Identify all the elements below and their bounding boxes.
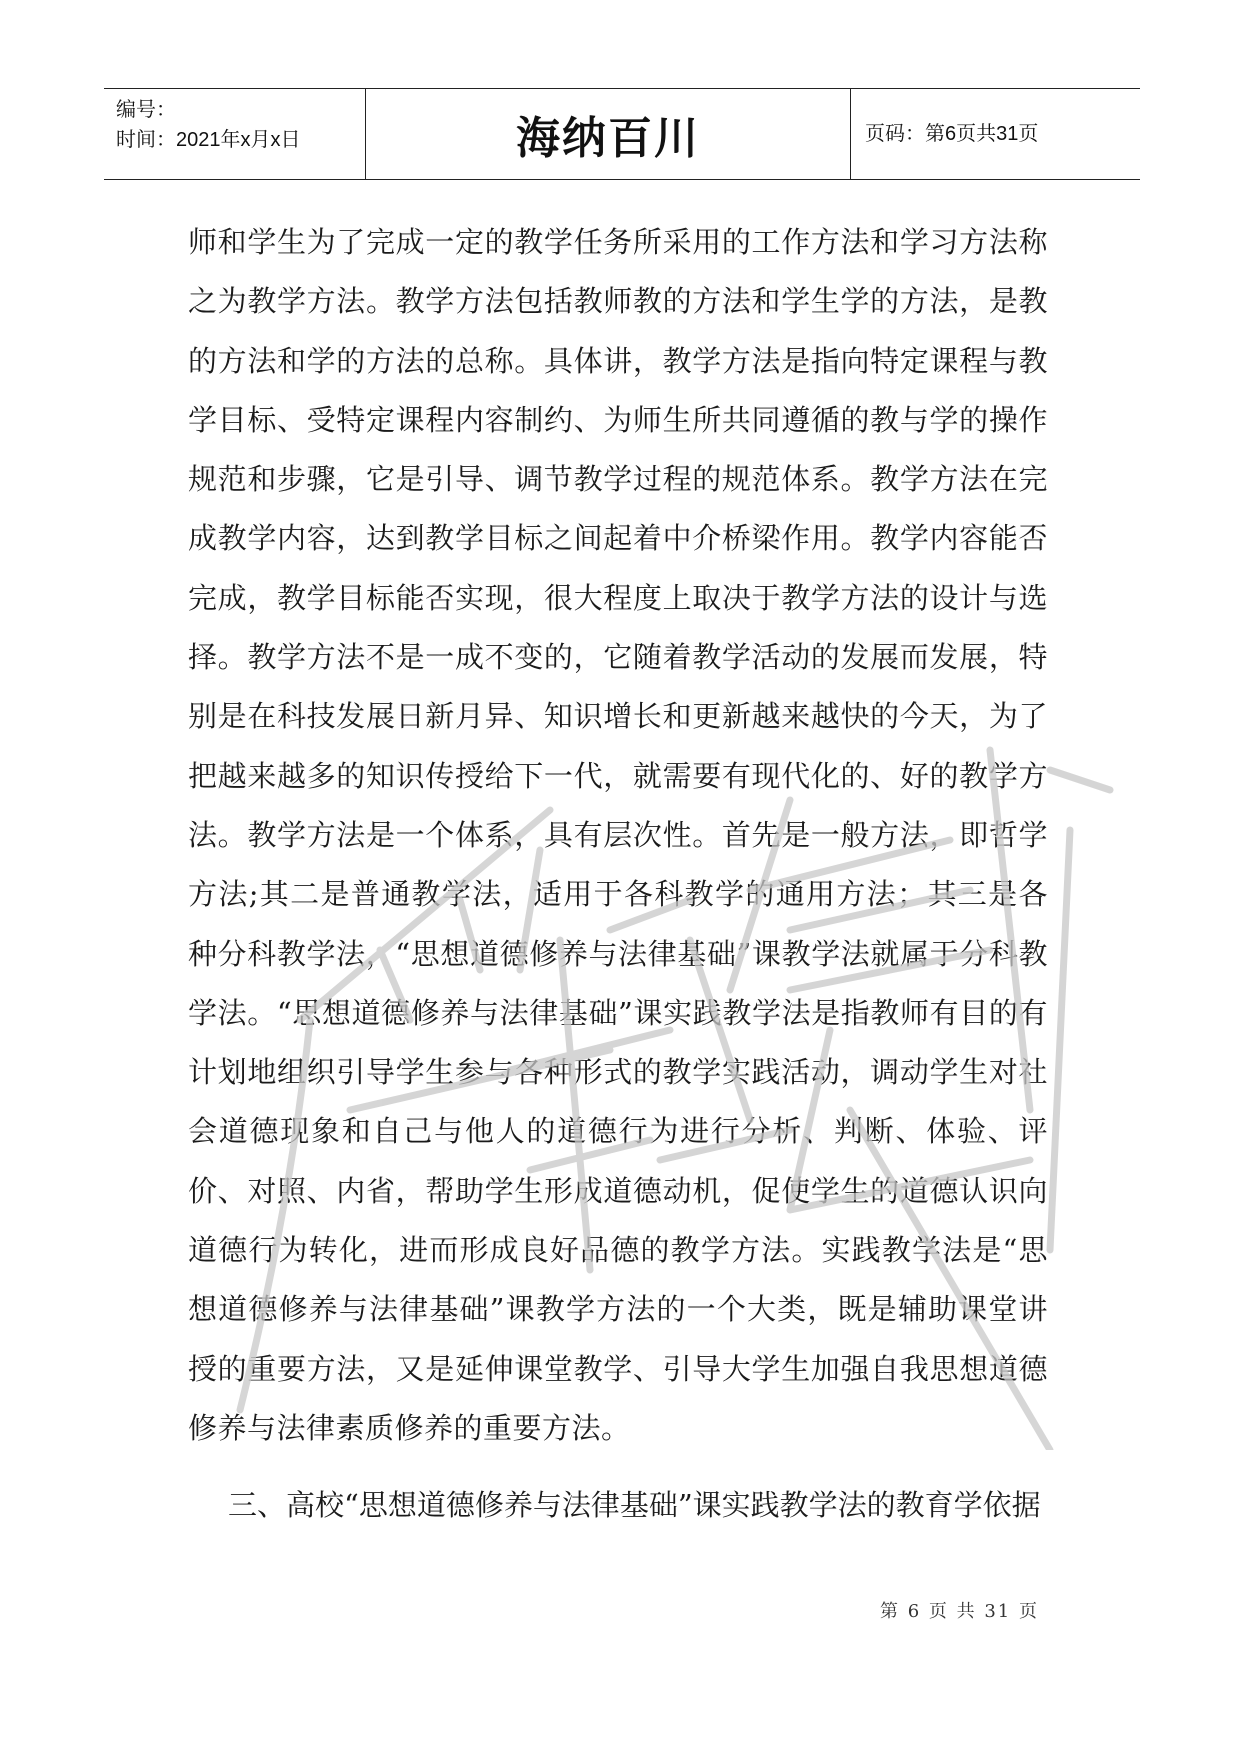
document-date-label: 时间：2021年x月x日 — [116, 129, 301, 151]
page-footer: 第 6 页 共 31 页 — [880, 1601, 1039, 1622]
page-header — [104, 88, 1140, 180]
document-number-label: 编号： — [116, 99, 176, 121]
header-brand-cell — [366, 89, 851, 179]
header-meta-cell — [104, 89, 366, 179]
brand-title: 海纳百川 — [516, 113, 700, 164]
body-paragraph: 师和学生为了完成一定的教学任务所采用的工作方法和学习方法称之为教学方法。教学方法包括教师教的方法和学生学的方法，是教的方法和学的方法的总称。具体讲，教学方法是指向特定课程与教学目标、受特定课程内容制约、为师生所共同遵循的教与学的操作规范和步骤，它是引导、调节教学过程的规范体系。教学方法在完成教学内容，达到教学目标之间起着中介桥梁作用。教学内容能否完成，教学目标能否实现，很大程度上取决于教学方法的设计与选择。教学方法不是一成不变的，它随着教学活动的发展而发展，特别是在科技发展日新月异、知识增长和更新越来越快的今天，为了把越来越多的知识传授给下一代，就需要有现代化的、好的教学方法。教学方法是一个体系，具有层次性。首先是一般方法，即哲学方法;其二是普通教学法，适用于各科教学的通用方法；其三是各种分科教学法，“思想道德修养与法律基础”课教学法就属于分科教学法。“思想道德修养与法律基础”课实践教学法是指教师有目的有计划地组织引导学生参与各种形式的教学实践活动，调动学生对社会道德现象和自己与他人的道德行为进行分析、判断、体验、评价、对照、内省，帮助学生形成道德动机，促使学生的道德认识向道德行为转化，进而形成良好品德的教学方法。实践教学法是“思想道德修养与法律基础”课教学方法的一个大类，既是辅助课堂讲授的重要方法，又是延伸课堂教学、引导大学生加强自我思想道德修养与法律素质修养的重要方法。 — [188, 225, 1048, 1445]
header-page-cell — [851, 89, 1140, 179]
header-page-label: 页码：第6页共31页 — [865, 123, 1039, 145]
section-heading: 三、高校“思想道德修养与法律基础”课实践教学法的教育学依据 — [228, 1488, 1041, 1522]
